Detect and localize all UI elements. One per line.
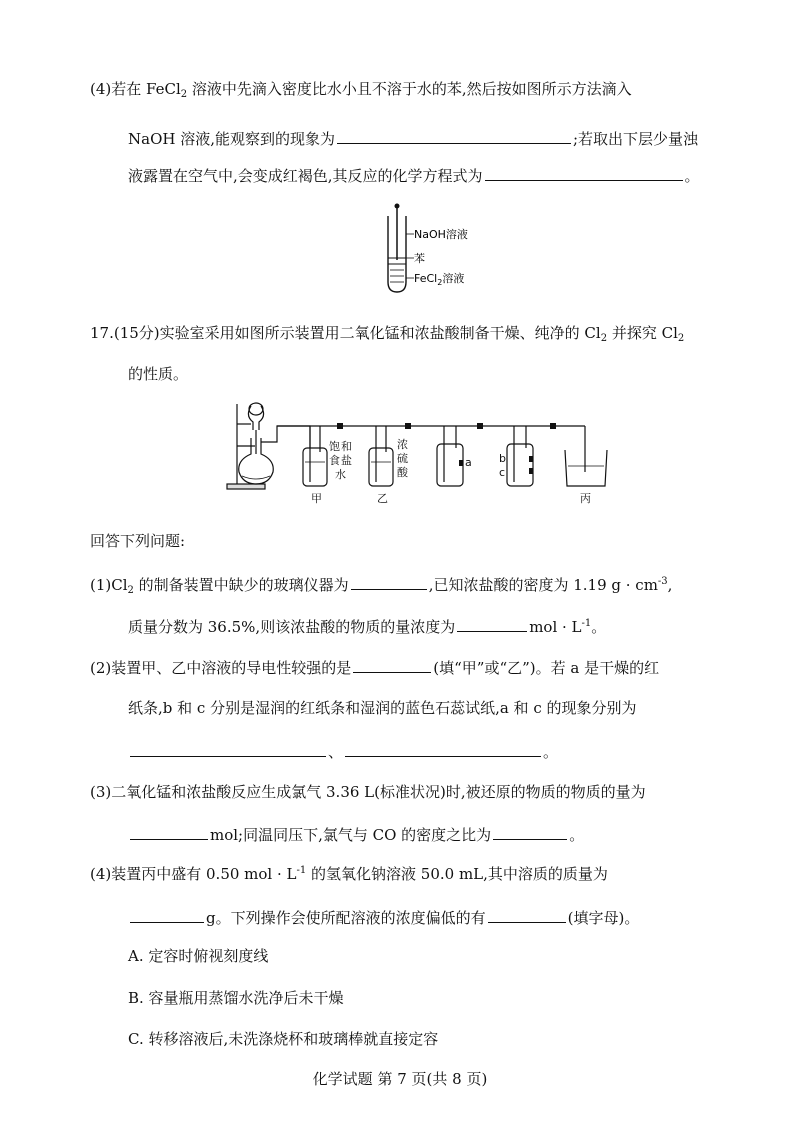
apparatus-figure xyxy=(215,396,615,508)
svg-text:食: 食 xyxy=(329,454,340,467)
q17-4-line2: g。下列操作会使所配溶液的浓度偏低的有 (填字母)。 xyxy=(128,906,639,928)
q17-2-line2: 纸条,b 和 c 分别是湿润的红纸条和湿润的蓝色石蕊试纸,a 和 c 的现象分别为 xyxy=(128,699,637,717)
svg-text:硫: 硫 xyxy=(397,452,408,465)
label-saturated-brine: 饱 xyxy=(329,440,340,453)
label-conc-sulfuric-acid: 浓 xyxy=(397,438,408,451)
label-naoh: NaOH溶液 xyxy=(414,228,468,241)
beaker-bing xyxy=(565,450,607,486)
q17-1-line2: 质量分数为 36.5%,则该浓盐酸的物质的量浓度为 mol · $L^{-1}$。 xyxy=(128,615,606,637)
answer-blank xyxy=(337,127,571,144)
bottle-bc xyxy=(507,444,533,486)
stand-base xyxy=(227,484,265,489)
label-b: b xyxy=(499,452,506,465)
clamp xyxy=(337,423,343,429)
answer-blank xyxy=(353,656,431,673)
q16-4-line2: NaOH 溶液,能观察到的现象为 ;若取出下层少量浊 xyxy=(128,127,698,149)
page-footer: 化学试题 第 7 页(共 8 页) xyxy=(312,1070,488,1088)
q17-4-line1: (4)装置丙中盛有 0.50 mol · $L^{-1}$ 的氢氧化钠溶液 50.0 mL,其中溶质的质量为 xyxy=(90,865,608,883)
q17-3-line2: mol;同温同压下,氯气与 CO 的密度之比为 。 xyxy=(128,823,584,845)
q17-3-line1: (3)二氧化锰和浓盐酸反应生成氯气 3.36 L(标准状况)时,被还原的物质的物质的量为 xyxy=(90,783,646,801)
svg-text:酸: 酸 xyxy=(397,466,408,479)
svg-text:盐: 盐 xyxy=(341,454,352,467)
label-fecl2: FeCl$_2$溶液 xyxy=(414,272,465,287)
dropper-bulb xyxy=(395,204,400,209)
q17-intro-line1: 17.(15分)实验室采用如图所示装置用二氧化锰和浓盐酸制备干燥、纯净的 $Cl_2$ 并探究 $Cl_2$ xyxy=(90,324,685,344)
separatory-funnel xyxy=(248,406,263,430)
q17-1-line1: $(1)Cl_2$ 的制备装置中缺少的玻璃仪器为 ,已知浓盐酸的密度为 1.19 $g \cdot cm^{-3}$, xyxy=(90,573,672,595)
paper-a xyxy=(459,460,463,466)
solution-hatching xyxy=(390,270,404,282)
label-jia: 甲 xyxy=(311,492,322,505)
bottle-jia xyxy=(303,448,327,486)
answer-blank xyxy=(130,906,204,923)
delivery-tube xyxy=(261,426,310,448)
answer-blank xyxy=(345,740,541,757)
label-a: a xyxy=(465,456,472,469)
option-c: C. 转移溶液后,未洗涤烧杯和玻璃棒就直接定容 xyxy=(128,1030,439,1048)
answer-prompt: 回答下列问题: xyxy=(90,532,186,550)
paper-b xyxy=(529,456,533,462)
svg-text:水: 水 xyxy=(335,468,346,481)
svg-text:和: 和 xyxy=(341,440,352,453)
answer-blank xyxy=(488,906,566,923)
answer-blank xyxy=(351,573,427,590)
test-tube-figure xyxy=(370,200,480,300)
answer-blank xyxy=(493,823,567,840)
answer-blank xyxy=(130,823,208,840)
label-yi: 乙 xyxy=(377,492,388,505)
q17-intro-line2: 的性质。 xyxy=(128,365,189,383)
bottle-yi xyxy=(369,448,393,486)
q16-4-line3: 液露置在空气中,会变成红褐色,其反应的化学方程式为 。 xyxy=(128,164,700,186)
label-c: c xyxy=(499,466,506,479)
answer-blank xyxy=(130,740,326,757)
answer-blank xyxy=(457,615,527,632)
label-bing: 丙 xyxy=(580,492,591,505)
q16-4-line1: (4)若在 FeCl$_2$ 溶液中先滴入密度比水小且不溶于水的苯,然后按如图所示方法滴入 xyxy=(90,80,632,100)
q17-2-line3: 、 。 xyxy=(128,740,558,762)
option-a: A. 定容时俯视刻度线 xyxy=(128,947,269,965)
paper-c xyxy=(529,468,533,474)
q17-2-line1: (2)装置甲、乙中溶液的导电性较强的是 (填“甲”或“乙”)。若 a 是干燥的红 xyxy=(90,656,659,678)
label-benzene: 苯 xyxy=(414,252,425,265)
option-b: B. 容量瓶用蒸馏水洗净后未干燥 xyxy=(128,989,344,1007)
answer-blank xyxy=(485,164,683,181)
